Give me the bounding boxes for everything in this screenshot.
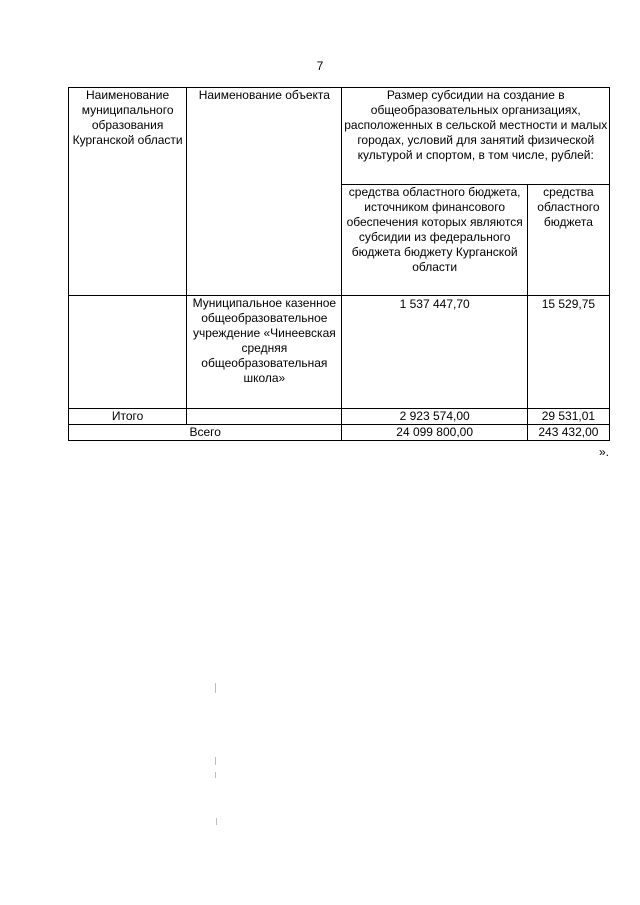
total-object xyxy=(187,409,342,425)
total-label: Итого xyxy=(69,409,187,425)
scan-speck xyxy=(215,757,216,765)
grand-total-row xyxy=(69,425,610,441)
grand-total-label: Всего xyxy=(69,425,342,441)
total-row xyxy=(69,409,610,425)
scan-speck xyxy=(215,772,216,778)
row-municipality xyxy=(69,296,187,409)
row-regional: 15 529,75 xyxy=(527,296,609,409)
scan-speck xyxy=(215,683,216,693)
scan-speck xyxy=(216,818,217,825)
header-subsidy-group: Размер субсидии на создание в общеобразовательных организациях, расположенных в сельской местности и малых городах, условий для занятий физической культурой и спортом, в том числе, рублей: xyxy=(342,88,610,185)
closing-quote: ». xyxy=(599,445,610,459)
grand-total-regional-federal: 24 099 800,00 xyxy=(342,425,527,441)
subsidy-table xyxy=(68,87,610,441)
page-number: 7 xyxy=(316,59,324,73)
total-regional-federal: 2 923 574,00 xyxy=(342,409,527,425)
row-regional-federal: 1 537 447,70 xyxy=(342,296,527,409)
total-regional: 29 531,01 xyxy=(527,409,609,425)
header-regional-federal: средства областного бюджета, источником финансового обеспечения которых являются субсидии из федерального бюджета бюджету Курганской области xyxy=(342,185,527,296)
header-regional: средства областного бюджета xyxy=(527,185,609,296)
row-object: Муниципальное казенное общеобразовательное учреждение «Чинеевская средняя общеобразовательная школа» xyxy=(187,296,342,409)
grand-total-regional: 243 432,00 xyxy=(527,425,609,441)
table-row xyxy=(69,296,610,409)
table-header-row xyxy=(69,88,610,185)
header-municipality: Наименование муниципального образования Курганской области xyxy=(69,88,187,296)
header-object: Наименование объекта xyxy=(187,88,342,296)
